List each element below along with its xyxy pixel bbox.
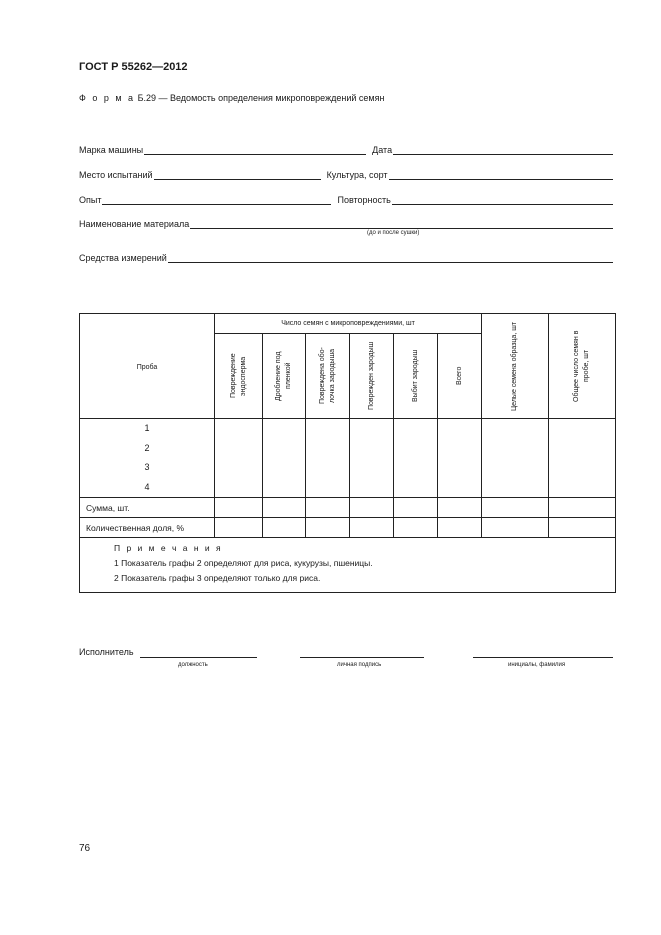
field-row-tools bbox=[79, 249, 613, 263]
col-header-germ-shell: Повреждена обо-лочка зародыша bbox=[306, 334, 350, 419]
crop-variety-label: Культура, сорт bbox=[326, 170, 388, 180]
form-name: Б.29 — Ведомость определения микроповреждений семян bbox=[137, 93, 385, 103]
share-cell[interactable] bbox=[394, 518, 438, 538]
whole-seeds-header: Целые семена образца, шт bbox=[482, 314, 549, 419]
field-row-place bbox=[79, 166, 613, 180]
notes-block bbox=[80, 538, 616, 593]
sum-cell[interactable] bbox=[263, 498, 306, 518]
total-seeds-header: Общее число семян в пробе, шт bbox=[549, 314, 616, 419]
data-cell[interactable] bbox=[215, 419, 263, 498]
sample-header: Проба bbox=[80, 314, 215, 419]
field-row-experiment bbox=[79, 191, 613, 205]
share-cell[interactable] bbox=[438, 518, 482, 538]
col-header-total: Всего bbox=[438, 334, 482, 419]
field-row-machine bbox=[79, 141, 613, 155]
field-row-material bbox=[79, 215, 613, 229]
share-cell[interactable] bbox=[549, 518, 616, 538]
measurement-tools-label: Средства измерений bbox=[79, 253, 167, 263]
sample-1: 1 bbox=[144, 423, 150, 433]
sum-cell[interactable] bbox=[394, 498, 438, 518]
form-prefix: Ф о р м а bbox=[79, 93, 136, 103]
material-name-label: Наименование материала bbox=[79, 219, 190, 229]
sum-cell[interactable] bbox=[549, 498, 616, 518]
share-cell[interactable] bbox=[482, 518, 549, 538]
share-cell[interactable] bbox=[215, 518, 263, 538]
crop-variety-line[interactable] bbox=[389, 169, 613, 180]
sum-label: Сумма, шт. bbox=[80, 498, 215, 518]
col-header-germ-damaged: Поврежден зародыш bbox=[350, 334, 394, 419]
repetition-label: Повторность bbox=[337, 195, 391, 205]
machine-brand-line[interactable] bbox=[144, 144, 366, 155]
experiment-line[interactable] bbox=[102, 194, 331, 205]
sample-3: 3 bbox=[144, 462, 150, 472]
test-place-label: Место испытаний bbox=[79, 170, 153, 180]
name-caption: инициалы, фамилия bbox=[508, 662, 566, 668]
sample-numbers bbox=[80, 419, 215, 498]
data-cell[interactable] bbox=[482, 419, 549, 498]
share-cell[interactable] bbox=[306, 518, 350, 538]
note-2: 2 Показатель графы 3 определяют только для риса. bbox=[114, 573, 321, 583]
position-caption: должность bbox=[178, 662, 208, 668]
data-cell[interactable] bbox=[350, 419, 394, 498]
repetition-line[interactable] bbox=[392, 194, 613, 205]
col-header-endosperm: Повреждение эндосперма bbox=[215, 334, 263, 419]
data-cell[interactable] bbox=[306, 419, 350, 498]
data-cell[interactable] bbox=[549, 419, 616, 498]
measurement-tools-line[interactable] bbox=[168, 252, 613, 263]
executor-label: Исполнитель bbox=[79, 647, 134, 657]
data-cell[interactable] bbox=[263, 419, 306, 498]
sum-cell[interactable] bbox=[215, 498, 263, 518]
date-line[interactable] bbox=[393, 144, 613, 155]
test-place-line[interactable] bbox=[154, 169, 321, 180]
share-cell[interactable] bbox=[263, 518, 306, 538]
page-number: 76 bbox=[79, 843, 91, 854]
standard-number: ГОСТ Р 55262—2012 bbox=[79, 61, 188, 73]
share-cell[interactable] bbox=[350, 518, 394, 538]
col-header-crushing: Дробление под пленкой bbox=[263, 334, 306, 419]
sample-2: 2 bbox=[144, 442, 150, 453]
sum-cell[interactable] bbox=[350, 498, 394, 518]
machine-brand-label: Марка машины bbox=[79, 145, 144, 155]
experiment-label: Опыт bbox=[79, 195, 102, 205]
name-line[interactable] bbox=[473, 656, 613, 658]
material-name-line[interactable] bbox=[190, 218, 613, 229]
sum-cell[interactable] bbox=[482, 498, 549, 518]
notes-heading: П р и м е ч а н и я bbox=[114, 543, 223, 553]
signature-line[interactable] bbox=[300, 656, 424, 658]
position-line[interactable] bbox=[140, 656, 257, 658]
data-cell[interactable] bbox=[394, 419, 438, 498]
seed-damage-table bbox=[79, 313, 616, 593]
form-title bbox=[79, 93, 384, 103]
date-label: Дата bbox=[372, 145, 393, 155]
sum-cell[interactable] bbox=[306, 498, 350, 518]
share-label: Количественная доля, % bbox=[80, 518, 215, 538]
signature-caption: личная подпись bbox=[337, 662, 382, 668]
group-header: Число семян с микроповреждениями, шт bbox=[215, 314, 482, 334]
data-cell[interactable] bbox=[438, 419, 482, 498]
material-note: (до и после сушки) bbox=[367, 230, 420, 236]
note-1: 1 Показатель графы 2 определяют для риса, кукурузы, пшеницы. bbox=[114, 558, 373, 568]
sample-4: 4 bbox=[144, 481, 150, 492]
col-header-germ-knocked: Выбит зародыш bbox=[394, 334, 438, 419]
sum-cell[interactable] bbox=[438, 498, 482, 518]
